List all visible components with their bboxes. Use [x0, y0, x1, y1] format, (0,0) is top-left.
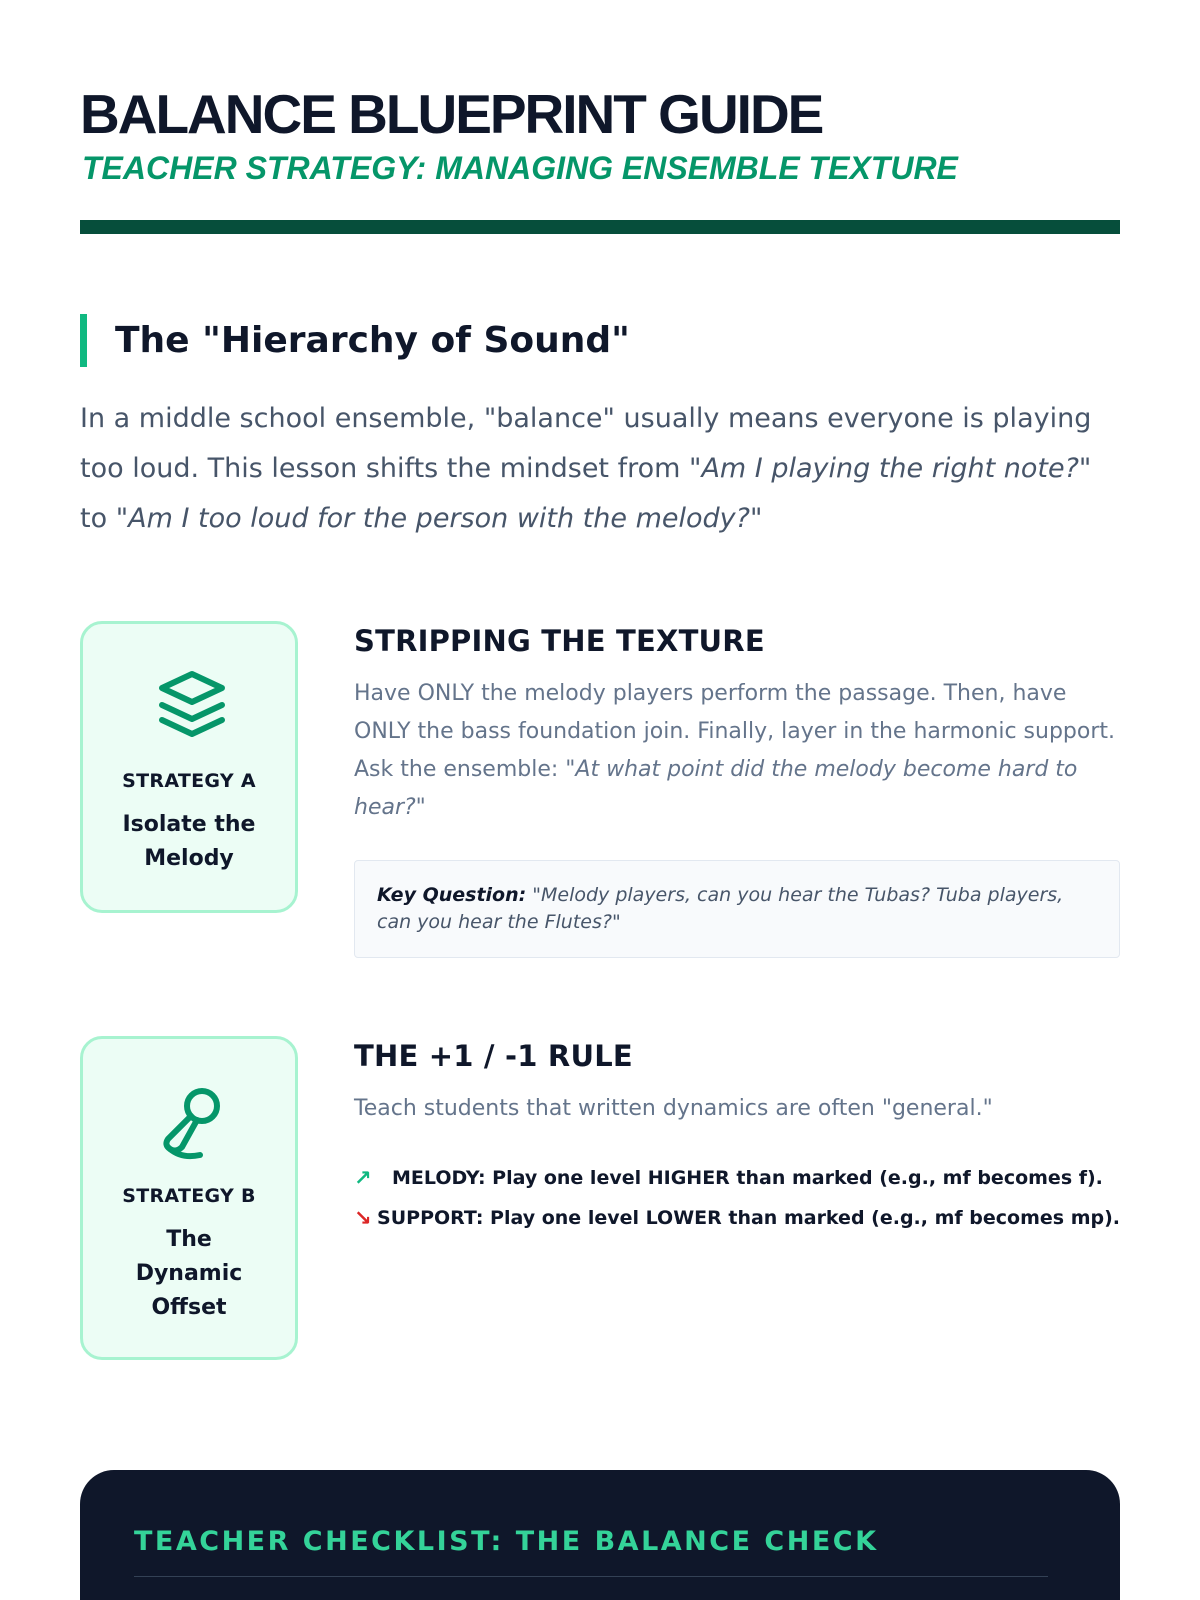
microphone-icon: [152, 1081, 232, 1161]
strategy-a-body-quote: "At what point did the melody become hard to hear?": [354, 757, 1078, 820]
layers-icon: [152, 666, 232, 746]
section-heading: The "Hierarchy of Sound": [80, 314, 630, 367]
rule-text: MELODY: Play one level HIGHER than marked (e.g., mf becomes f).: [392, 1167, 1103, 1189]
arrow-up-right-icon: ↗: [354, 1166, 372, 1190]
key-question-box: [354, 860, 1120, 958]
strategy-b-body: Teach students that written dynamics are often "general.": [354, 1096, 993, 1121]
arrow-down-right-icon: ↘: [354, 1206, 372, 1230]
strategy-a-heading: STRIPPING THE TEXTURE: [354, 624, 765, 658]
strategy-a-tag: STRATEGY A: [122, 770, 256, 792]
checklist-heading: TEACHER CHECKLIST: THE BALANCE CHECK: [134, 1526, 879, 1557]
checklist-divider: [134, 1576, 1048, 1577]
strategy-a-name: Isolate the Melody: [122, 812, 256, 871]
page-subtitle: TEACHER STRATEGY: MANAGING ENSEMBLE TEXTURE: [82, 150, 958, 186]
list-item: [354, 1198, 1120, 1238]
rule-text: SUPPORT: Play one level LOWER than marked (e.g., mf becomes mp).: [377, 1207, 1120, 1229]
strategy-b-content: [354, 1036, 1120, 1238]
intro-quote-1: "Am I playing the right note?": [689, 453, 1092, 484]
intro-to: to: [80, 503, 108, 534]
dynamic-rules-list: [354, 1158, 1120, 1238]
key-question-label: Key Question:: [377, 884, 527, 906]
strategy-b-card: [80, 1036, 298, 1360]
page-title: BALANCE BLUEPRINT GUIDE: [80, 83, 823, 145]
strategy-a-content: [354, 621, 1120, 827]
strategy-a-card: [80, 621, 298, 913]
strategy-b-name: The Dynamic Offset: [135, 1227, 243, 1320]
strategy-b-tag: STRATEGY B: [122, 1185, 256, 1207]
title-divider: [80, 220, 1120, 234]
intro-text: In a middle school ensemble, "balance" usually means everyone is playing too loud. This lesson shifts the mindset from: [80, 403, 1092, 484]
intro-quote-2: "Am I too loud for the person with the melody?": [115, 503, 763, 534]
strategy-a-body-text: Have ONLY the melody players perform the passage. Then, have ONLY the bass foundation join. Finally, layer in the harmonic support. Ask the ensemble:: [354, 681, 1116, 782]
key-question-text: "Melody players, can you hear the Tubas? Tuba players, can you hear the Flutes?": [377, 884, 1064, 933]
list-item: [354, 1158, 1120, 1198]
guide-page: [80, 0, 1120, 1600]
intro-paragraph: [80, 394, 1120, 544]
teacher-checklist-panel: [80, 1470, 1120, 1600]
strategy-b-heading: THE +1 / -1 RULE: [354, 1039, 633, 1073]
strategy-a-body: [354, 675, 1120, 827]
